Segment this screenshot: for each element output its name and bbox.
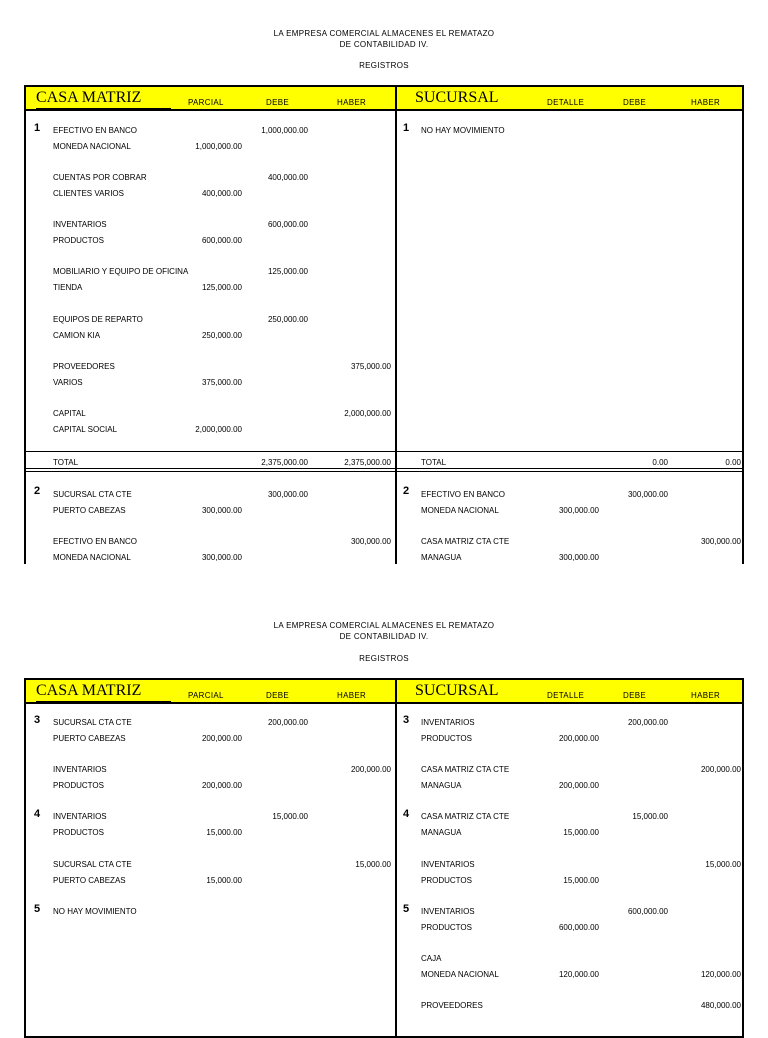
entry-number: 1 [34,122,41,134]
account-name: CUENTAS POR COBRAR [53,173,147,182]
debe-value: 200,000.00 [627,718,668,727]
account-name: EFECTIVO EN BANCO [53,126,138,135]
total-haber: 2,375,000.00 [344,458,391,467]
account-name: CAJA [421,954,442,963]
col-debe-suc: DEBE [623,691,646,700]
col-detalle: DETALLE [547,98,585,107]
course-subtitle: DE CONTABILIDAD IV. [339,40,429,49]
journal-table-1 [24,85,744,575]
account-name: INVENTARIOS [421,860,475,869]
no-movement-text: NO HAY MOVIMIENTO [53,907,137,916]
subaccount-name: MONEDA NACIONAL [53,142,131,151]
subaccount-name: MANAGUA [421,553,462,562]
col-parcial: PARCIAL [188,691,224,700]
company-title: LA EMPRESA COMERCIAL ALMACENES EL REMATAZO [273,621,495,630]
entry-number: 3 [403,714,410,726]
entry-number: 4 [34,808,41,820]
haber-value: 200,000.00 [700,765,741,774]
debe-value: 250,000.00 [267,315,308,324]
detalle-value: 15,000.00 [563,876,599,885]
account-name: INVENTARIOS [53,220,107,229]
company-title: LA EMPRESA COMERCIAL ALMACENES EL REMATAZO [273,29,495,38]
casa-matriz-title: CASA MATRIZ [36,682,171,703]
total-haber: 0.00 [725,458,741,467]
account-name: INVENTARIOS [53,812,107,821]
parcial-value: 125,000.00 [201,283,242,292]
account-name: INVENTARIOS [53,765,107,774]
haber-value: 300,000.00 [700,537,741,546]
account-name: PROVEEDORES [53,362,115,371]
account-name: INVENTARIOS [421,718,475,727]
debe-value: 300,000.00 [267,490,308,499]
parcial-value: 200,000.00 [201,734,242,743]
total-label: TOTAL [421,458,447,467]
subaccount-name: PRODUCTOS [421,923,472,932]
subaccount-name: MONEDA NACIONAL [53,553,131,562]
account-name: EFECTIVO EN BANCO [421,490,506,499]
parcial-value: 15,000.00 [206,876,242,885]
entry-number: 1 [403,122,410,134]
col-debe-suc: DEBE [623,98,646,107]
subaccount-name: CLIENTES VARIOS [53,189,124,198]
debe-value: 200,000.00 [267,718,308,727]
sucursal-title: SUCURSAL [415,89,499,106]
parcial-value: 600,000.00 [201,236,242,245]
detalle-value: 300,000.00 [558,506,599,515]
entry-number: 5 [34,903,41,915]
sheet-page-2 [0,604,768,1024]
subaccount-name: MANAGUA [421,828,462,837]
haber-value: 480,000.00 [700,1001,741,1010]
no-movement-text: NO HAY MOVIMIENTO [421,126,505,135]
subaccount-name: PRODUCTOS [53,236,104,245]
sucursal-title: SUCURSAL [415,682,499,699]
account-name: SUCURSAL CTA CTE [53,490,132,499]
col-haber-suc: HABER [691,691,721,700]
col-detalle: DETALLE [547,691,585,700]
account-name: EFECTIVO EN BANCO [53,537,138,546]
page-gap [0,564,768,604]
column-divider [395,680,397,1036]
casa-matriz-title: CASA MATRIZ [36,89,171,110]
col-haber-suc: HABER [691,98,721,107]
haber-value: 15,000.00 [355,860,391,869]
account-name: SUCURSAL CTA CTE [53,718,132,727]
col-debe: DEBE [266,98,289,107]
debe-value: 300,000.00 [627,490,668,499]
entry-number: 2 [34,485,41,497]
subaccount-name: CAPITAL SOCIAL [53,425,118,434]
haber-value: 2,000,000.00 [344,409,391,418]
subaccount-name: PUERTO CABEZAS [53,876,126,885]
parcial-value: 300,000.00 [201,506,242,515]
total-debe: 2,375,000.00 [261,458,308,467]
subaccount-name: MONEDA NACIONAL [421,506,499,515]
parcial-value: 15,000.00 [206,828,242,837]
course-subtitle: DE CONTABILIDAD IV. [339,632,429,641]
parcial-value: 300,000.00 [201,553,242,562]
subaccount-name: VARIOS [53,378,83,387]
debe-value: 15,000.00 [272,812,308,821]
detalle-value: 120,000.00 [558,970,599,979]
registros-label: REGISTROS [359,61,409,70]
account-name: EQUIPOS DE REPARTO [53,315,143,324]
registros-label: REGISTROS [359,654,409,663]
total-debe: 0.00 [652,458,668,467]
col-haber: HABER [337,98,367,107]
subaccount-name: PRODUCTOS [53,828,104,837]
detalle-value: 600,000.00 [558,923,599,932]
detalle-value: 15,000.00 [563,828,599,837]
total-top-line [26,451,742,452]
subaccount-name: PRODUCTOS [53,781,104,790]
debe-value: 600,000.00 [627,907,668,916]
column-divider [395,87,397,573]
subaccount-name: PRODUCTOS [421,876,472,885]
account-name: MOBILIARIO Y EQUIPO DE OFICINA [53,267,189,276]
debe-value: 125,000.00 [267,267,308,276]
total-double-line [26,471,742,472]
account-name: CASA MATRIZ CTA CTE [421,765,510,774]
total-bottom-line [26,468,742,469]
parcial-value: 375,000.00 [201,378,242,387]
detalle-value: 200,000.00 [558,781,599,790]
account-name: CASA MATRIZ CTA CTE [421,812,510,821]
entry-number: 3 [34,714,41,726]
subaccount-name: TIENDA [53,283,83,292]
col-parcial: PARCIAL [188,98,224,107]
col-haber: HABER [337,691,367,700]
subaccount-name: MANAGUA [421,781,462,790]
subaccount-name: PUERTO CABEZAS [53,734,126,743]
parcial-value: 1,000,000.00 [195,142,242,151]
detalle-value: 200,000.00 [558,734,599,743]
journal-table-2 [24,678,744,1038]
subaccount-name: PRODUCTOS [421,734,472,743]
haber-value: 120,000.00 [700,970,741,979]
debe-value: 1,000,000.00 [261,126,308,135]
parcial-value: 200,000.00 [201,781,242,790]
parcial-value: 2,000,000.00 [195,425,242,434]
account-name: SUCURSAL CTA CTE [53,860,132,869]
account-name: CAPITAL [53,409,86,418]
debe-value: 600,000.00 [267,220,308,229]
account-name: INVENTARIOS [421,907,475,916]
haber-value: 15,000.00 [705,860,741,869]
account-name: CASA MATRIZ CTA CTE [421,537,510,546]
subaccount-name: CAMION KIA [53,331,101,340]
entry-number: 4 [403,808,410,820]
detalle-value: 300,000.00 [558,553,599,562]
debe-value: 15,000.00 [632,812,668,821]
parcial-value: 400,000.00 [201,189,242,198]
haber-value: 375,000.00 [350,362,391,371]
entry-number: 5 [403,903,410,915]
account-name: PROVEEDORES [421,1001,483,1010]
total-label: TOTAL [53,458,79,467]
subaccount-name: PUERTO CABEZAS [53,506,126,515]
debe-value: 400,000.00 [267,173,308,182]
col-debe: DEBE [266,691,289,700]
haber-value: 200,000.00 [350,765,391,774]
parcial-value: 250,000.00 [201,331,242,340]
subaccount-name: MONEDA NACIONAL [421,970,499,979]
entry-number: 2 [403,485,410,497]
haber-value: 300,000.00 [350,537,391,546]
